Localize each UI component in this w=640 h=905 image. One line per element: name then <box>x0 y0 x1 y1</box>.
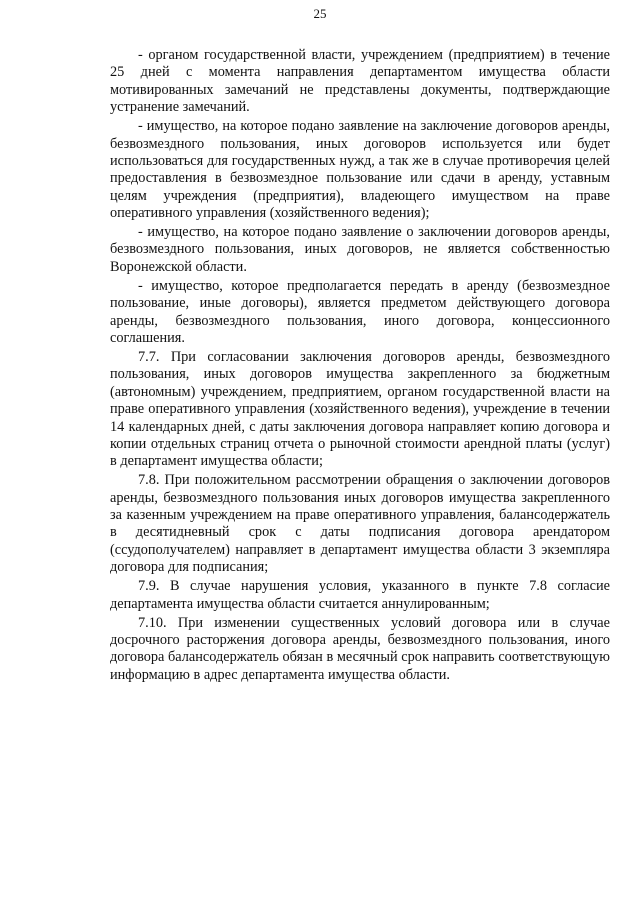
paragraph-7-9: 7.9. В случае нарушения условия, указанного в пункте 7.8 согласие департамента имущества области считается аннулированным; <box>110 578 610 612</box>
paragraph-item-1: - органом государственной власти, учреждением (предприятием) в течение 25 дней с момента направления департаментом имущества области мотивированных замечаний не представлены документы, подтверждающие устранение замечаний. <box>110 47 610 116</box>
paragraph-item-2: - имущество, на которое подано заявление на заключение договоров аренды, безвозмездного пользования, иных договоров используется или будет использоваться для государственных нужд, а так же в случае противоречия целей предоставления в безвозмездное пользование или сдачи в аренду, уставным целям учреждения (предприятия), владеющего имуществом на праве оперативного управления (хозяйственного ведения); <box>110 118 610 222</box>
paragraph-item-4: - имущество, которое предполагается передать в аренду (безвозмездное пользование, иные договоры), является предметом действующего договора аренды, безвозмездного пользования, иного договора, концессионного соглашения. <box>110 277 610 346</box>
paragraph-7-10: 7.10. При изменении существенных условий договора или в случае досрочного расторжения договора аренды, безвозмездного пользования, иного договора балансодержатель обязан в месячный срок направить соответствующую информацию в адрес департамента имущества области. <box>110 614 610 683</box>
document-body <box>110 47 610 686</box>
paragraph-item-3: - имущество, на которое подано заявление о заключении договоров аренды, безвозмездного пользования, иных договоров, не является собственностью Воронежской области. <box>110 224 610 275</box>
page-number: 25 <box>313 6 327 21</box>
paragraph-7-7: 7.7. При согласовании заключения договоров аренды, безвозмездного пользования, иных договоров имущества закрепленного за бюджетным (автономным) учреждением, предприятием, органом государственной власти на праве оперативного управления (хозяйственного ведения), учреждение в течении 14 календарных дней, с даты заключения договора направляет копию договора и копии отдельных страниц отчета о рыночной стоимости арендной платы (услуг) в департамент имущества области; <box>110 348 610 470</box>
paragraph-7-8: 7.8. При положительном рассмотрении обращения о заключении договоров аренды, безвозмездного пользования иных договоров имущества закрепленного за казенным учреждением на праве оперативного управления, балансодержатель в десятидневный срок с даты подписания договора арендатором (ссудополучателем) направляет в департамент имущества области 3 экземпляра договора для подписания; <box>110 472 610 576</box>
